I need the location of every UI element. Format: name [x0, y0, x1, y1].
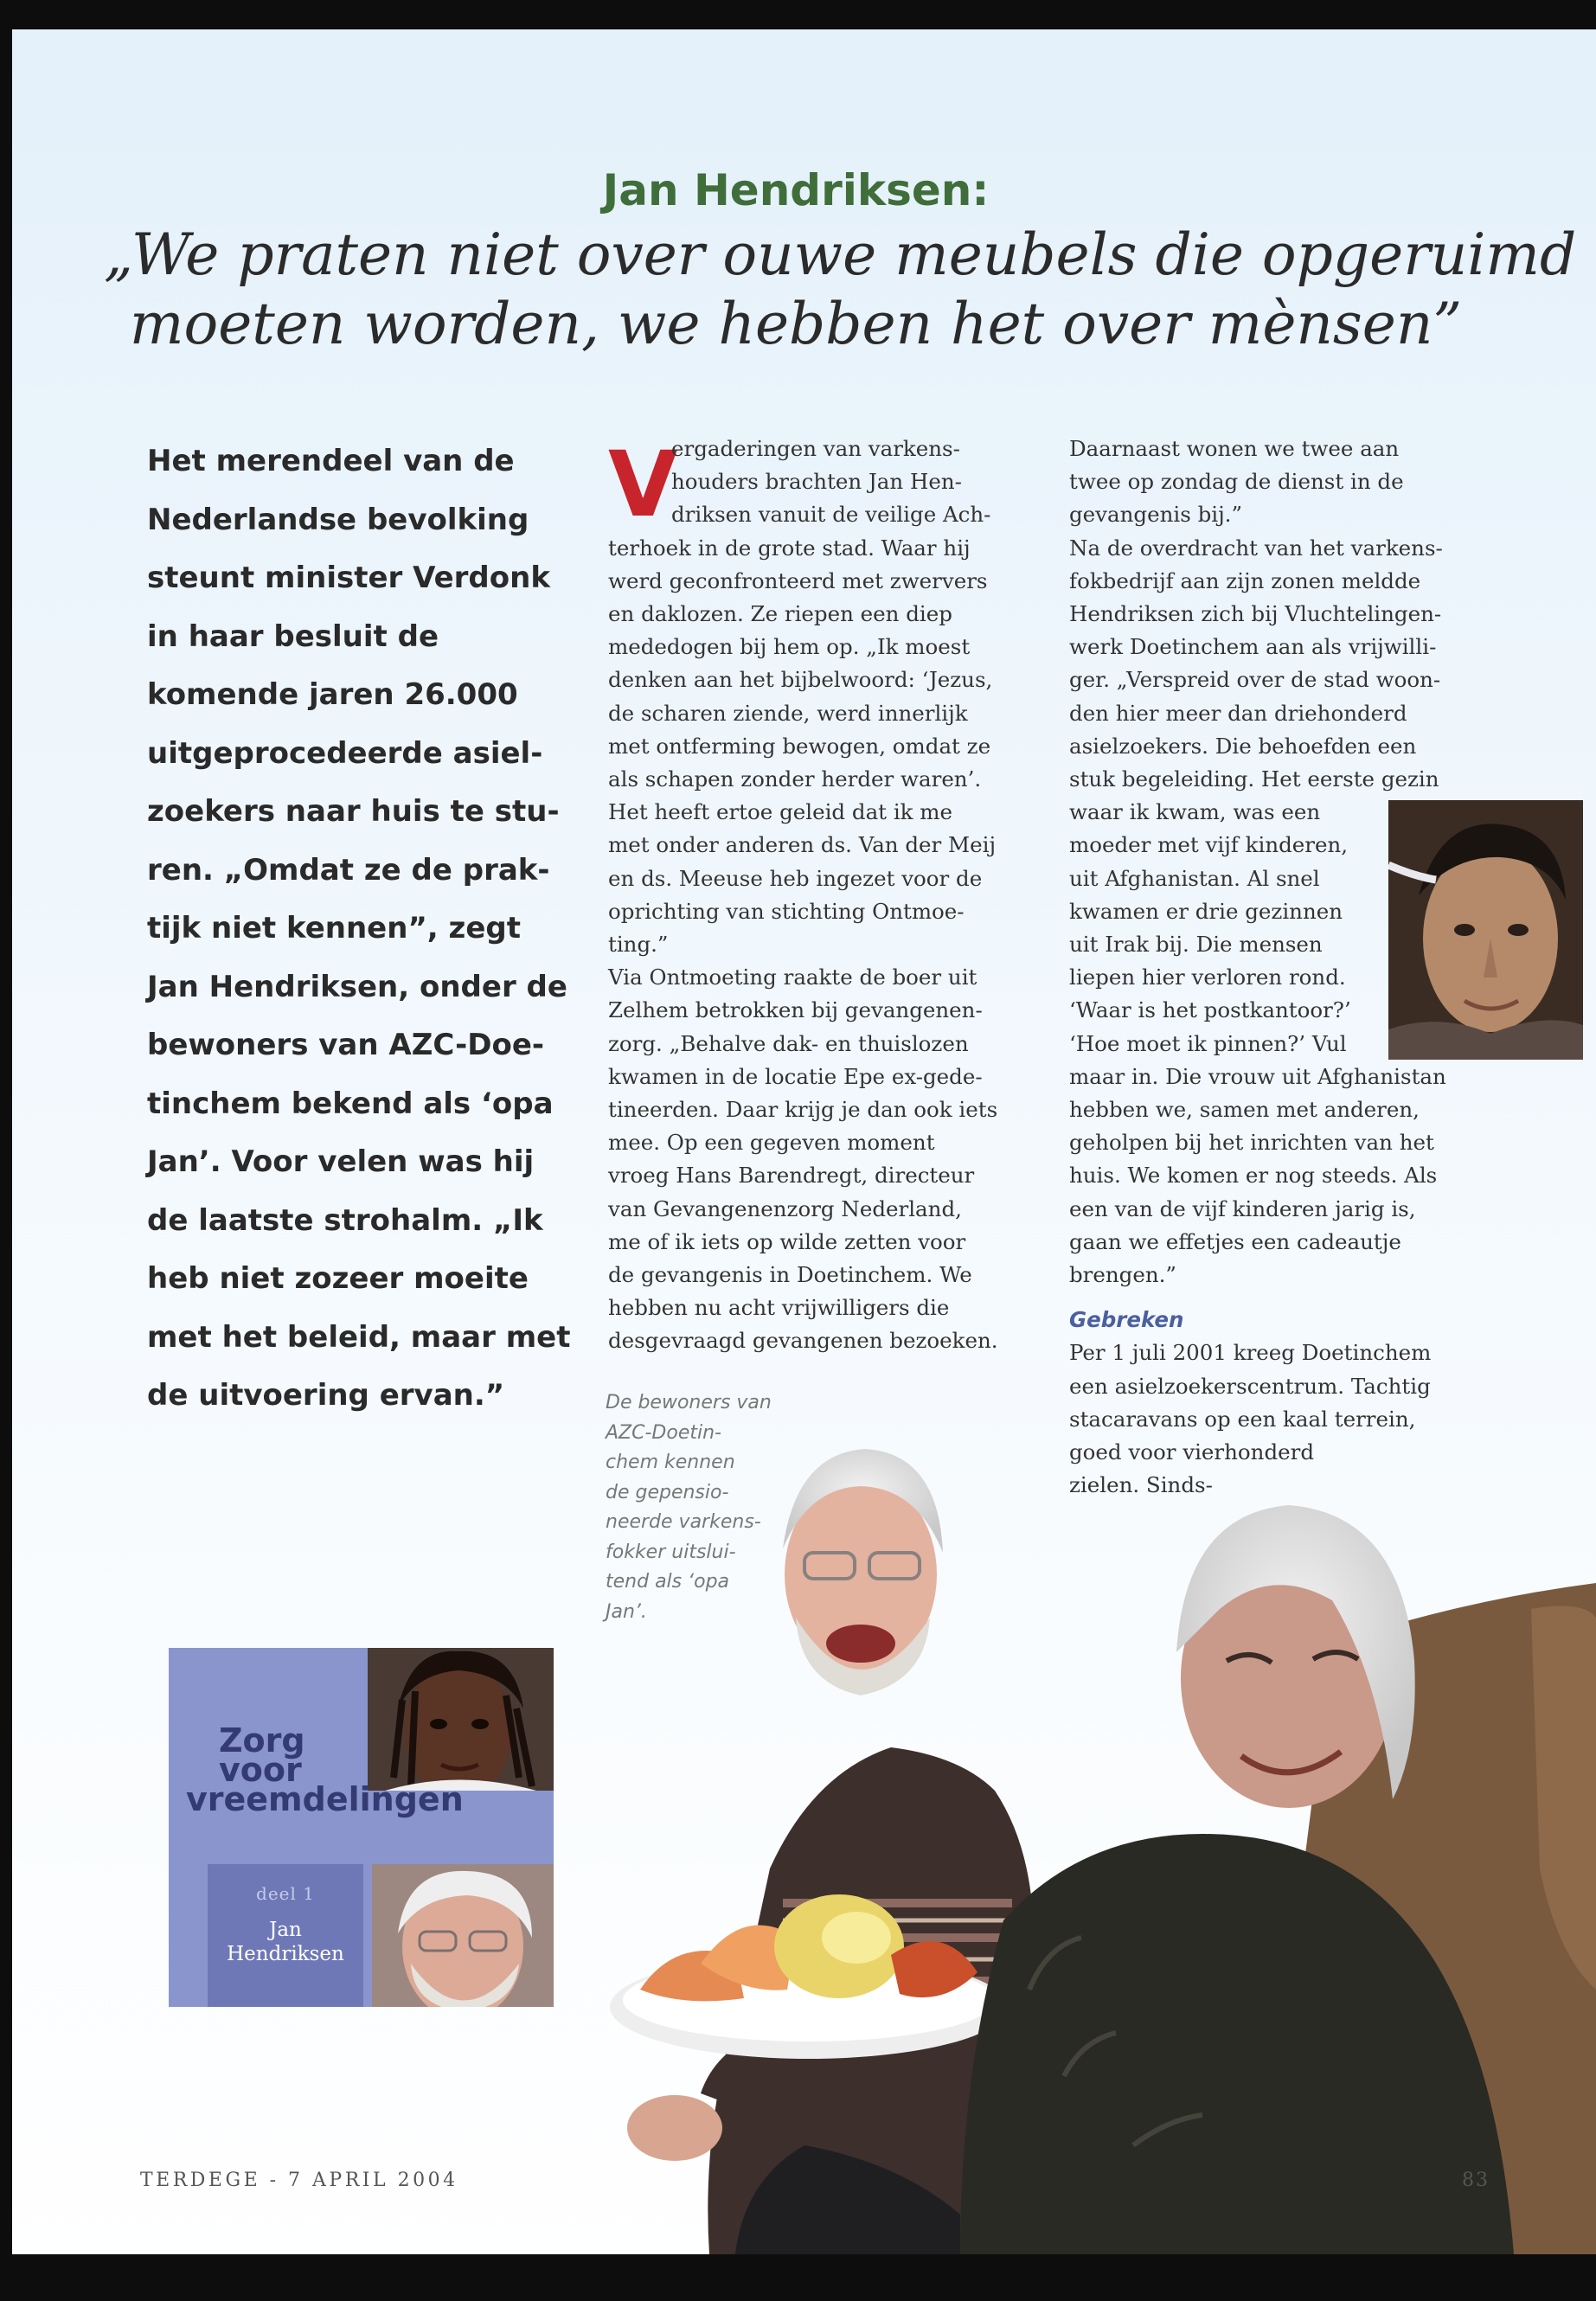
lead-line: Nederlandse bevolking	[147, 502, 529, 537]
series-part-label: deel 1	[256, 1883, 315, 1904]
body-line: ‘Waar is het postkantoor?’	[1069, 997, 1351, 1023]
body-line: geholpen bij het inrichten van het	[1069, 1130, 1434, 1156]
series-title-line-2: voor	[219, 1751, 302, 1789]
body-column-2	[608, 433, 1041, 1358]
lead-line: ren. „Omdat ze de prak-	[147, 852, 550, 888]
series-part-name	[208, 1918, 363, 1966]
caption-line: fokker uitslui-	[606, 1541, 736, 1563]
body-line: werd geconfronteerd met zwervers	[608, 567, 988, 593]
lead-line: tijk niet kennen”, zegt	[147, 911, 521, 945]
body-line: driksen vanuit de veilige Ach-	[671, 502, 991, 528]
body-line: desgevraagd gevangenen bezoeken.	[608, 1328, 998, 1354]
body-line: Hendriksen zich bij Vluchtelingen-	[1069, 601, 1442, 627]
author-name: Jan Hendriksen:	[602, 165, 990, 215]
body-line: van Gevangenenzorg Nederland,	[608, 1195, 962, 1221]
caption-line: De bewoners van	[606, 1392, 772, 1413]
body-line: ting.”	[608, 932, 669, 958]
body-line: liepen hier verloren rond.	[1069, 965, 1346, 990]
lead-line: zoekers naar huis te stu-	[147, 794, 560, 829]
body-line: ger. „Verspreid over de stad woon-	[1069, 667, 1441, 693]
series-part-name-line-2: Hendriksen	[227, 1943, 344, 1965]
body-line: werk Doetinchem aan als vrijwilli-	[1069, 634, 1437, 660]
body-line: goed voor vierhonderd	[1069, 1439, 1315, 1465]
page-number: 83	[1462, 2170, 1490, 2191]
body-line: mee. Op een gegeven moment	[608, 1130, 935, 1156]
lead-line: heb niet zozeer moeite	[147, 1261, 529, 1296]
body-line: Per 1 juli 2001 kreeg Doetinchem	[1069, 1340, 1432, 1366]
body-line: Het heeft ertoe geleid dat ik me	[608, 799, 953, 825]
caption-line: Jan’.	[606, 1600, 647, 1623]
caption-line: chem kennen	[606, 1452, 735, 1473]
column-2-text	[608, 532, 1041, 1358]
lead-line: Jan Hendriksen, onder de	[147, 969, 567, 1004]
lead-line: Het merendeel van de	[147, 444, 515, 478]
caption-line: neerde varkens-	[606, 1511, 761, 1533]
body-line: met ontferming bewogen, omdat ze	[608, 733, 991, 759]
body-line: mededogen bij hem op. „Ik moest	[608, 634, 971, 660]
body-line: gaan we effetjes een cadeautje	[1069, 1228, 1401, 1254]
body-line: Daarnaast wonen we twee aan	[1069, 436, 1400, 461]
lead-line: de laatste strohalm. „Ik	[147, 1202, 543, 1238]
lead-paragraph	[147, 433, 571, 1426]
body-line: maar in. Die vrouw uit Afghanistan	[1069, 1063, 1446, 1089]
body-line: een asielzoekerscentrum. Tachtig	[1069, 1373, 1431, 1399]
left-border	[0, 0, 12, 2301]
headline-quote-line-2: moeten worden, we hebben het over mènsen”	[129, 291, 1463, 357]
body-line: Zelhem betrokken bij gevangenen-	[608, 997, 983, 1023]
caption-line: AZC-Doetin-	[606, 1421, 721, 1444]
body-line: als schapen zonder herder waren’.	[608, 766, 982, 792]
headline	[104, 160, 1577, 359]
publication-footer: TERDEGE - 7 APRIL 2004	[140, 2170, 458, 2191]
body-line: vroeg Hans Barendregt, directeur	[608, 1163, 975, 1189]
series-part-name-line-1: Jan	[269, 1919, 302, 1941]
body-line: zorg. „Behalve dak- en thuislozen	[608, 1030, 969, 1056]
body-line: me of ik iets op wilde zetten voor	[608, 1228, 966, 1254]
lead-line: uitgeprocedeerde asiel-	[147, 735, 543, 771]
body-line: ‘Hoe moet ik pinnen?’ Vul	[1069, 1030, 1347, 1056]
lead-line: de uitvoering ervan.”	[147, 1378, 505, 1413]
body-line: een van de vijf kinderen jarig is,	[1069, 1195, 1416, 1221]
lead-line: met het beleid, maar met	[147, 1319, 571, 1355]
body-line: terhoek in de grote stad. Waar hij	[608, 535, 971, 561]
body-line: gevangenis bij.”	[1069, 502, 1242, 528]
body-line: Via Ontmoeting raakte de boer uit	[608, 965, 977, 990]
series-title	[186, 1721, 549, 1818]
body-line: uit Afghanistan. Al snel	[1069, 865, 1320, 891]
lead-line: steunt minister Verdonk	[147, 561, 550, 595]
body-line: en ds. Meeuse heb ingezet voor de	[608, 865, 983, 891]
body-line: stacaravans op een kaal terrein,	[1069, 1406, 1416, 1432]
body-line: tineerden. Daar krijg je dan ook iets	[608, 1097, 998, 1123]
drop-cap: V	[608, 432, 678, 537]
body-line: kwamen in de locatie Epe ex-gede-	[608, 1063, 983, 1089]
series-title-line-3: vreemdelingen	[186, 1780, 464, 1818]
body-line: met onder anderen ds. Van der Meij	[608, 832, 997, 858]
lead-line: tinchem bekend als ‘opa	[147, 1086, 554, 1121]
section-subhead: Gebreken	[1069, 1307, 1184, 1333]
body-line: twee op zondag de dienst in de	[1069, 469, 1404, 495]
bottom-border	[0, 2254, 1596, 2301]
jan-hendriksen-portrait-photo	[372, 1864, 554, 2007]
body-line: de gevangenis in Doetinchem. We	[608, 1262, 972, 1288]
caption-line: de gepensio-	[606, 1481, 729, 1503]
body-line: brengen.”	[1069, 1262, 1176, 1288]
body-line: zielen. Sinds-	[1069, 1472, 1213, 1498]
body-line: de scharen ziende, werd innerlijk	[608, 700, 968, 726]
headline-quote-line-1: „We praten niet over ouwe meubels die opgeruimd	[104, 221, 1577, 288]
top-border	[0, 0, 1596, 29]
body-line: uit Irak bij. Die mensen	[1069, 932, 1323, 958]
body-line: hebben nu acht vrijwilligers die	[608, 1295, 950, 1321]
series-title-line-1: Zorg	[219, 1721, 305, 1759]
lead-line: in haar besluit de	[147, 619, 439, 654]
body-line: hebben we, samen met anderen,	[1069, 1097, 1420, 1123]
caption-line: tend als ‘opa	[606, 1571, 730, 1593]
body-line: fokbedrijf aan zijn zonen meldde	[1069, 567, 1421, 593]
photo-caption	[606, 1388, 796, 1627]
body-line: denken aan het bijbelwoord: ‘Jezus,	[608, 667, 993, 693]
lead-line: komende jaren 26.000	[147, 677, 518, 712]
drop-cap-indented-lines	[608, 432, 1041, 537]
body-line: Na de overdracht van het varkens-	[1069, 535, 1443, 561]
series-part-box	[208, 1864, 363, 2007]
lead-line: bewoners van AZC-Doe-	[147, 1028, 544, 1062]
body-line: kwamen er drie gezinnen	[1069, 898, 1343, 924]
body-line: asielzoekers. Die behoefden een	[1069, 733, 1417, 759]
body-line: ergaderingen van varkens-	[671, 436, 960, 461]
body-line: oprichting van stichting Ontmoe-	[608, 898, 965, 924]
body-line: waar ik kwam, was een	[1069, 799, 1321, 825]
body-line: stuk begeleiding. Het eerste gezin	[1069, 766, 1439, 792]
body-line: en daklozen. Ze riepen een diep	[608, 601, 952, 627]
series-box	[169, 1648, 554, 2007]
lead-line: Jan’. Voor velen was hij	[147, 1144, 535, 1179]
body-line: houders brachten Jan Hen-	[671, 469, 962, 495]
body-line: huis. We komen er nog steeds. Als	[1069, 1163, 1438, 1189]
body-line: den hier meer dan driehonderd	[1069, 700, 1407, 726]
boy-portrait-photo	[1388, 800, 1583, 1060]
body-line: moeder met vijf kinderen,	[1069, 832, 1349, 858]
